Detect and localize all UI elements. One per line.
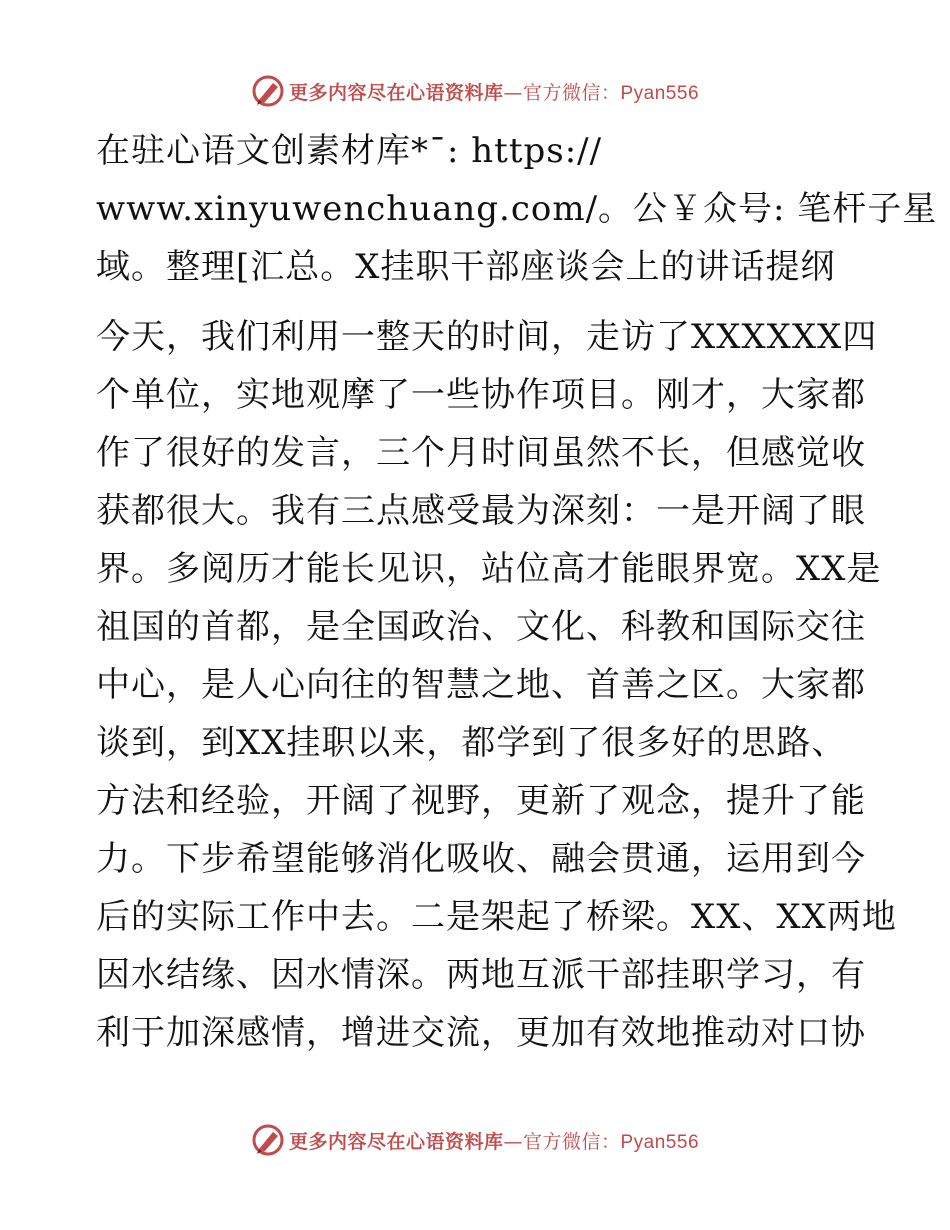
- paragraph-line: 中心，是人心向往的智慧之地、首善之区。大家都: [96, 665, 866, 705]
- paragraph-line: 今天，我们利用一整天的时间，走访了XXXXXX四: [96, 317, 878, 357]
- banner-text: [289, 1127, 699, 1154]
- title-line: 在驻心语文创素材库*¯: https://: [96, 131, 603, 171]
- pen-logo-icon: [251, 74, 285, 108]
- banner-official-label: 官方微信：: [522, 81, 621, 104]
- paragraph-line: 个单位，实地观摩了一些协作项目。刚才，大家都: [96, 375, 866, 415]
- banner-main-text: 更多内容尽在心语资料库: [288, 1130, 504, 1153]
- banner-wechat-id: Pyan556: [620, 1131, 700, 1153]
- footer-banner: [0, 1118, 950, 1162]
- banner-dash: —: [503, 1130, 523, 1153]
- paragraph-line: 力。下步希望能够消化吸收、融会贯通，运用到今: [96, 839, 866, 879]
- header-banner: [0, 69, 950, 113]
- banner-dash: —: [503, 81, 523, 104]
- paragraph-line: 作了很好的发言，三个月时间虽然不长，但感觉收: [96, 433, 866, 473]
- paragraph-line: 利于加深感情，增进交流，更加有效地推动对口协: [96, 1013, 866, 1053]
- banner-official-label: 官方微信：: [522, 1130, 621, 1153]
- banner-wechat-id: Pyan556: [620, 82, 700, 104]
- pen-logo-icon: [251, 1123, 285, 1157]
- paragraph-line: 界。多阅历才能长见识，站位高才能眼界宽。XX是: [96, 549, 882, 589]
- paragraph-line: 谈到，到XX挂职以来，都学到了很多好的思路、: [96, 723, 847, 763]
- banner-main-text: 更多内容尽在心语资料库: [288, 81, 504, 104]
- title-line: 域。整理[汇总。X挂职干部座谈会上的讲话提纲: [96, 247, 836, 287]
- title-line: www.xinyuwenchuang.com/。公￥众号: 笔杆子星: [96, 189, 938, 229]
- document-body: [96, 122, 938, 1062]
- paragraph-line: 后的实际工作中去。二是架起了桥梁。XX、XX两地: [96, 897, 897, 937]
- banner-text: [289, 78, 699, 105]
- paragraph-line: 获都很大。我有三点感受最为深刻：一是开阔了眼: [96, 491, 866, 531]
- paragraph-line: 祖国的首都，是全国政治、文化、科教和国际交往: [96, 607, 866, 647]
- paragraph-line: 因水结缘、因水情深。两地互派干部挂职学习，有: [96, 955, 866, 995]
- paragraph-line: 方法和经验，开阔了视野，更新了观念，提升了能: [96, 781, 866, 821]
